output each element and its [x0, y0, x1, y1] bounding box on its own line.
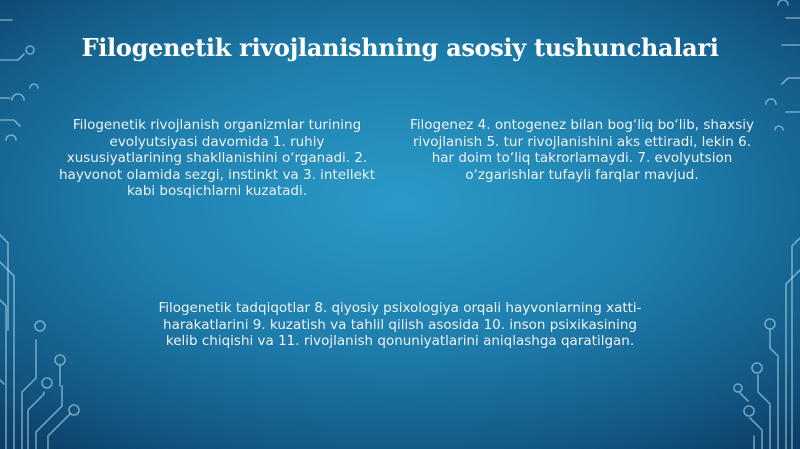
- paragraph-bottom: Filogenetik tadqiqotlar 8. qiyosiy psixologiya orqali hayvonlarning xatti-harakatlarini 9. kuzatish va tahlil qilish asosida 10. inson psixikasining kelib chiqishi va 11. rivojlanish qonuniyatlarini aniqlashga qaratilgan.: [158, 300, 642, 349]
- paragraph-left: Filogenetik rivojlanish organizmlar turining evolyutsiyasi davomida 1. ruhiy xususiyatlarining shakllanishini o‘rganadi. 2. hayvonot olamida sezgi, instinkt va 3. intellekt kabi bosqichlarni kuzatadi.: [58, 117, 375, 199]
- paragraph-right: Filogenez 4. ontogenez bilan bog‘liq bo‘lib, shaxsiy rivojlanish 5. tur rivojlanishini aks ettiradi, lekin 6. har doim to‘liq takrorlamaydi. 7. evolyutsion o‘zgarishlar tufayli farqlar mavjud.: [410, 117, 754, 183]
- slide-title: Filogenetik rivojlanishning asosiy tushunchalari: [81, 33, 719, 62]
